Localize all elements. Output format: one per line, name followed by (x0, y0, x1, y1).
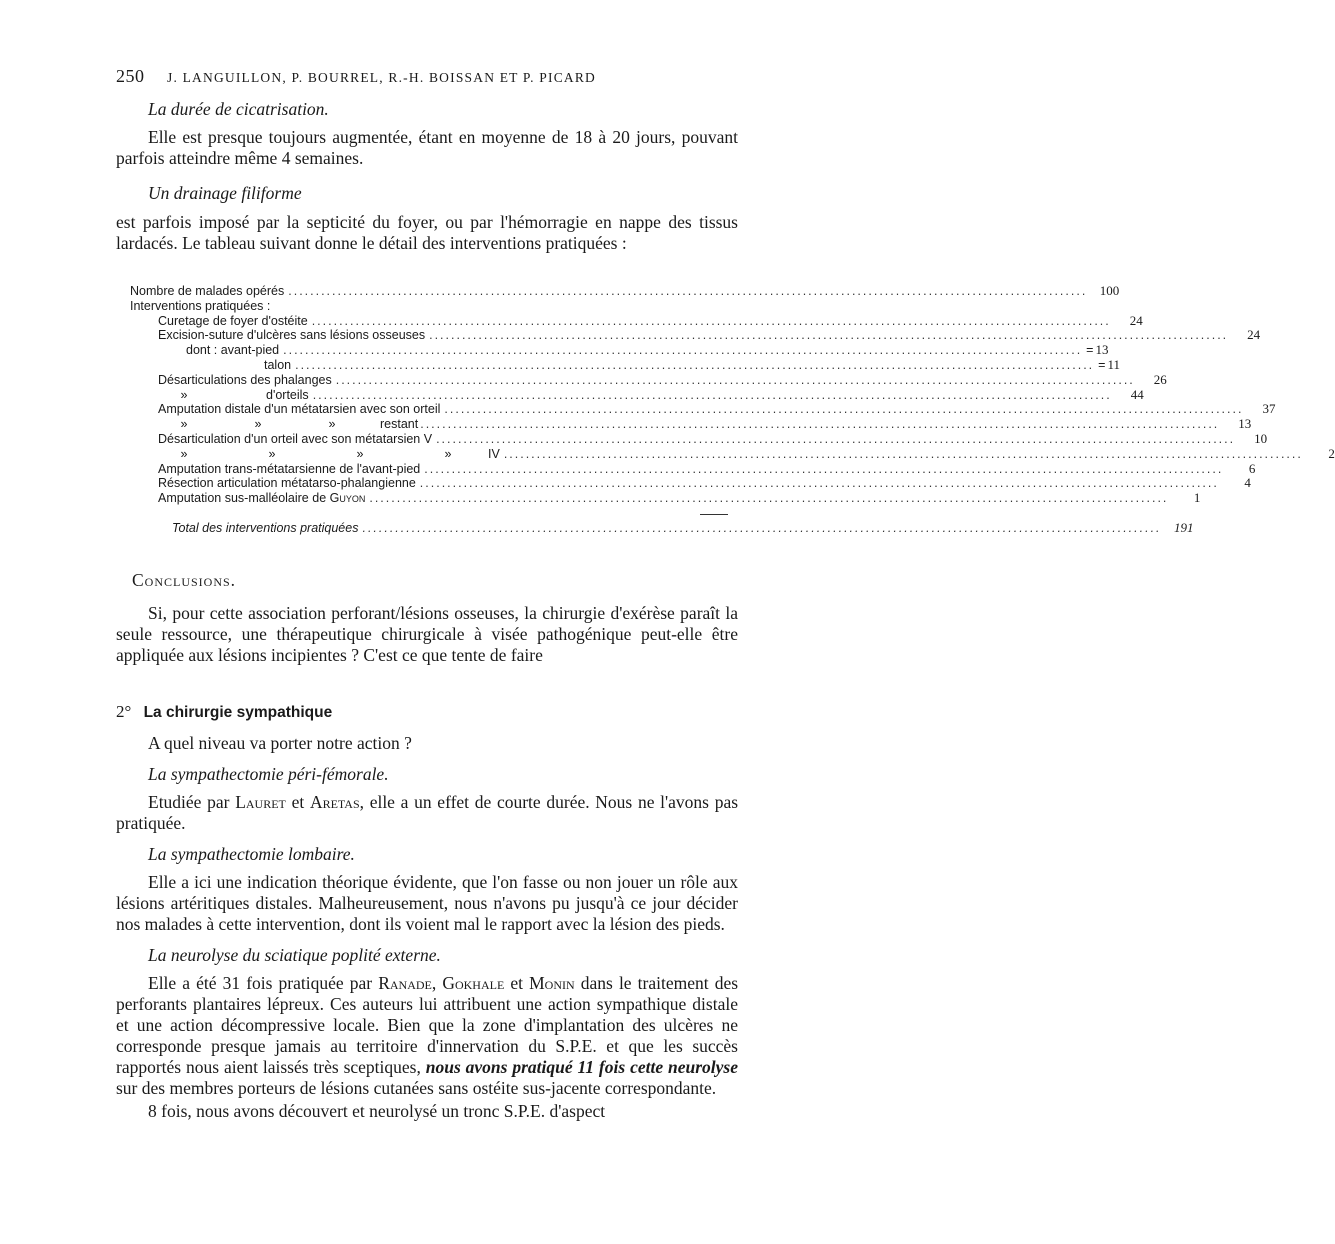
heading-peri-femorale: La sympathectomie péri-fémorale. (148, 764, 389, 784)
heading-neurolyse: La neurolyse du sciatique poplité externe. (148, 945, 441, 965)
paragraph-conclusions: Si, pour cette association perforant/lésions osseuses, la chirurgie d'exérèse paraît la seule ressource, une thérapeutique chirurgicale à visée pathogénique peut-elle être appliquée aux lésions incipientes ? C'est ce que tente de faire (116, 603, 738, 665)
heading-lombaire: La sympathectomie lombaire. (148, 844, 355, 864)
question-line: A quel niveau va porter notre action ? (148, 733, 412, 753)
table-row: talon .................................................................................................................................................. = 11 (264, 356, 1120, 372)
paragraph-lombaire: Elle a ici une indication théorique évidente, que l'on fasse ou non jouer un rôle aux lésions artéritiques distales. Malheureusement, nous n'avons pu jusqu'à ce jour décider nos malades à cette intervention, dont ils voient mal le rapport avec la lésion des pieds. (116, 872, 738, 934)
interventions-table (130, 283, 1335, 536)
section-title-chirurgie (116, 702, 332, 722)
heading-duree: La durée de cicatrisation. (148, 99, 329, 119)
table-row: Interventions pratiquées : (130, 298, 271, 313)
table-row: » d'orteils .................................................................................................................................................. 44 (180, 386, 1144, 402)
table-row: Désarticulations des phalanges .................................................................................................................................................. 26 (158, 371, 1167, 387)
table-row: Amputation distale d'un métatarsien avec son orteil .................................................................................................................................................. 37 (158, 401, 1276, 417)
section-chirurgie (116, 733, 738, 1122)
paragraph-peri-femorale: Etudiée par Lauret et Aretas, elle a un effet de courte durée. Nous ne l'avons pas pratiquée. (116, 792, 739, 833)
paragraph-neurolyse: Elle a été 31 fois pratiquée par Ranade, Gokhale et Monin dans le traitement des perforants plantaires lépreux. Ces auteurs lui attribuent une action sympathique distale et une action décompressive locale. Bien que la zone d'implantation des ulcères ne corresponde presque jamais au territoire d'innervation du S.P.E. et que les succès rapportés nous aient laissés très sceptiques, nous avons pratiqué 11 fois cette neurolyse sur des membres porteurs de lésions cutanées sans ostéite sus-jacente correspondante. (116, 973, 739, 1098)
table-row: Curetage de foyer d'ostéite .................................................................................................................................................. 24 (158, 312, 1143, 328)
table-row: Nombre de malades opérés .................................................................................................................................................. 100 (130, 283, 1120, 298)
emphasis-neurolyse: nous avons pratiqué 11 fois cette neurolyse (425, 1057, 738, 1077)
section-title-text: La chirurgie sympathique (143, 704, 333, 721)
page-number: 250 (116, 66, 145, 86)
section-drainage (116, 183, 738, 254)
section-number: 2° (116, 702, 132, 721)
table-row: dont : avant-pied .................................................................................................................................................. = 13 (186, 342, 1109, 358)
running-head (116, 66, 744, 87)
total-rule (700, 514, 728, 515)
paragraph-last: 8 fois, nous avons découvert et neurolysé un tronc S.P.E. d'aspect (148, 1101, 606, 1121)
table-total-row: Total des interventions pratiquées .................................................................................................................................................. 191 (172, 519, 1194, 535)
heading-conclusions: Conclusions. (132, 570, 237, 590)
table-row: » » » restant .................................................................................................................................................. 13 (180, 416, 1252, 432)
table-row: » » » » IV .................................................................................................................................................. 2 (180, 445, 1335, 461)
paragraph-drainage: est parfois imposé par la septicité du foyer, ou par l'hémorragie en nappe des tissus lardacés. Le tableau suivant donne le détail des interventions pratiquées : (116, 212, 738, 253)
heading-drainage: Un drainage filiforme (148, 183, 302, 203)
paragraph-duree: Elle est presque toujours augmentée, étant en moyenne de 18 à 20 jours, pouvant parfois atteindre même 4 semaines. (116, 127, 738, 168)
table-row: Amputation sus-malléolaire de Guyon .................................................................................................................................................. 1 (158, 490, 1201, 506)
table-row: Résection articulation métatarso-phalangienne .................................................................................................................................................. 4 (158, 475, 1251, 491)
table-row: Excision-suture d'ulcères sans lésions osseuses .................................................................................................................................................. 24 (158, 327, 1261, 343)
author-line: J. LANGUILLON, P. BOURREL, R.-H. BOISSAN ET P. PICARD (167, 70, 597, 85)
table-row: Amputation trans-métatarsienne de l'avant-pied .................................................................................................................................................. 6 (158, 460, 1256, 476)
table-row: Désarticulation d'un orteil avec son métatarsien V .................................................................................................................................................. 10 (158, 430, 1268, 446)
section-conclusions (116, 570, 738, 666)
section-duree (116, 99, 738, 169)
